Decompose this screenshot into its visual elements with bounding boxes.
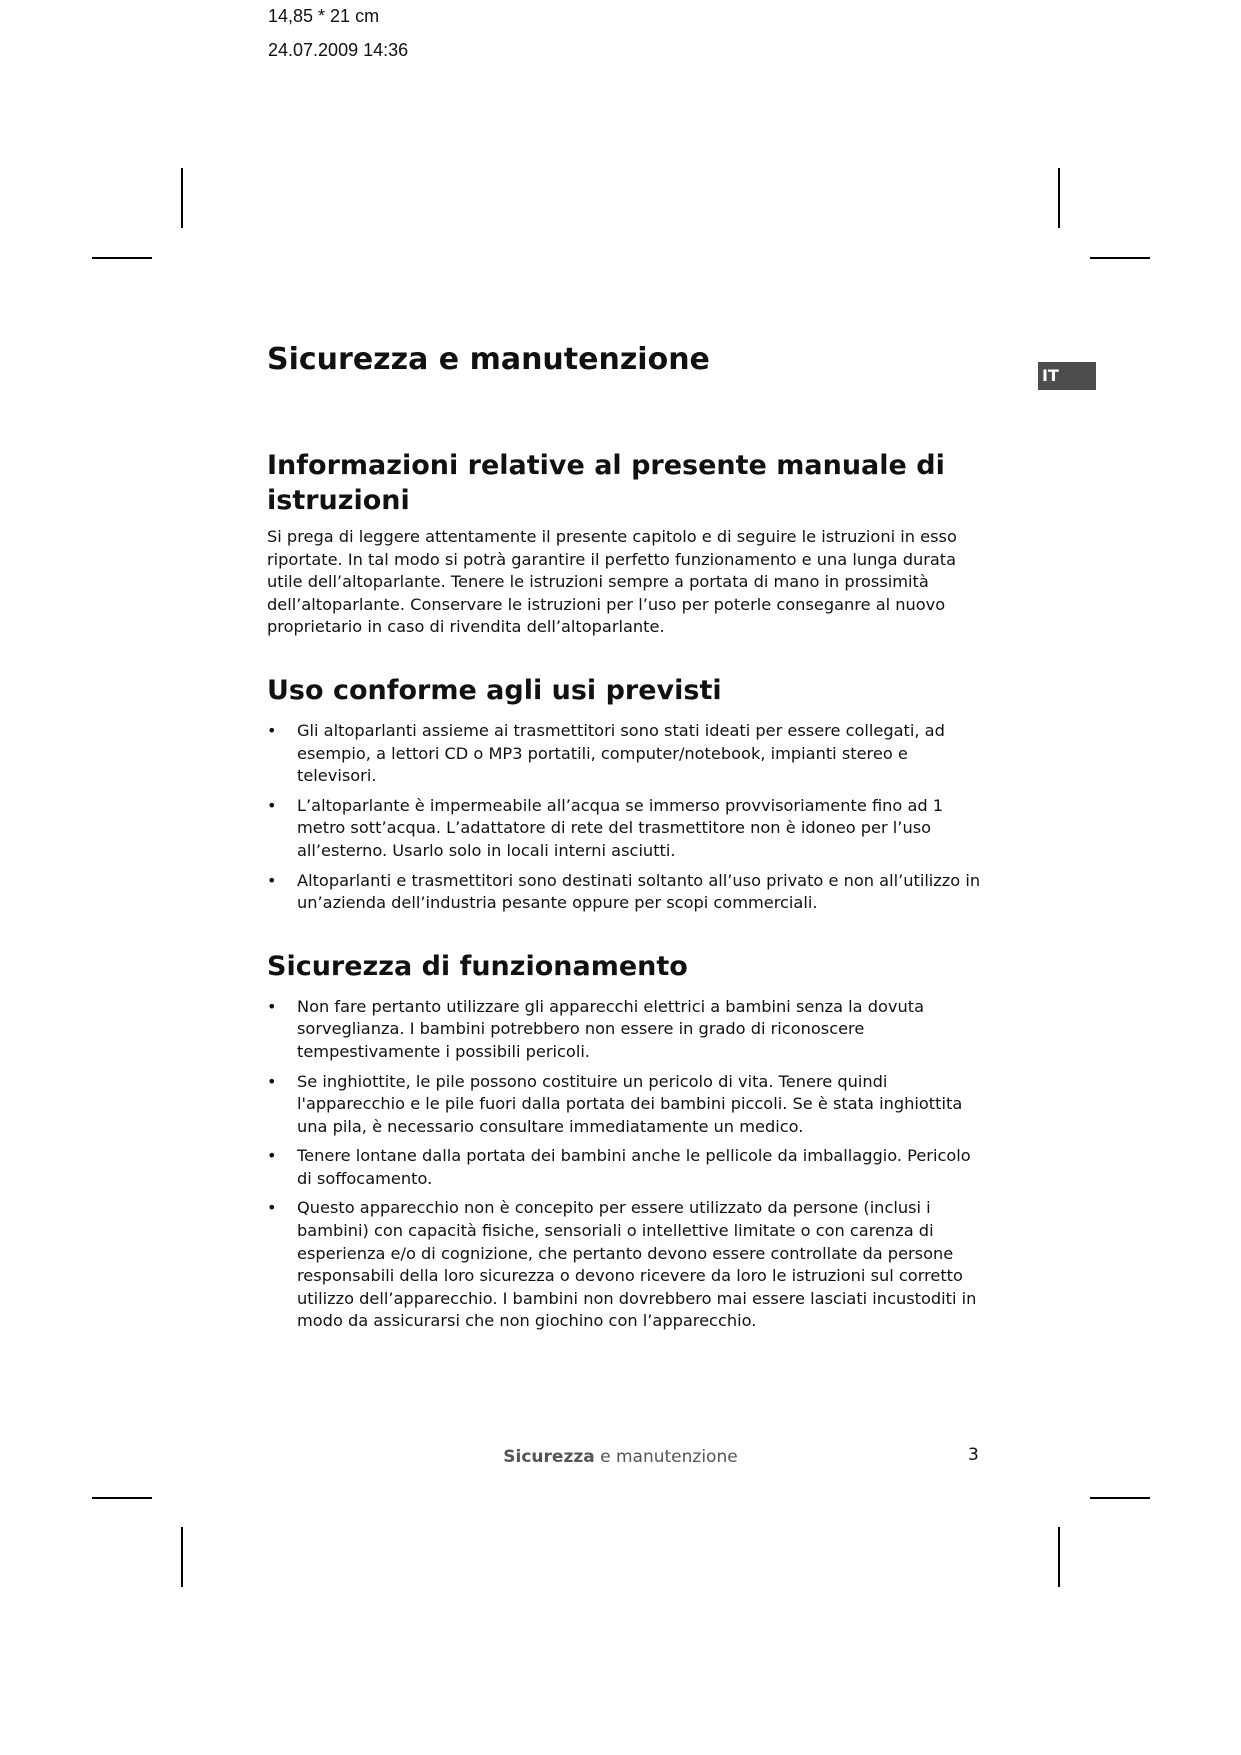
list-item xyxy=(267,1071,987,1139)
crop-mark-top-left-horizontal xyxy=(92,257,152,259)
crop-mark-top-right-vertical xyxy=(1058,168,1060,228)
list-item xyxy=(267,1145,987,1190)
list-item-text: Se inghiottite, le pile possono costituire un pericolo di vita. Tenere quindi l'apparecchio e le pile fuori dalla portata dei bambini piccoli. Se è stata inghiottita una pila, è necessario consultare immediatamente un medico. xyxy=(297,1071,963,1136)
crop-mark-bottom-right-horizontal xyxy=(1090,1497,1150,1499)
page-number: 3 xyxy=(968,1445,979,1465)
bullet-icon: • xyxy=(267,870,277,890)
crop-mark-bottom-left-vertical xyxy=(181,1527,183,1587)
list-item xyxy=(267,720,987,788)
bullet-icon: • xyxy=(267,720,277,740)
print-size-label: 14,85 * 21 cm xyxy=(268,6,380,26)
section-heading-uso: Uso conforme agli usi previsti xyxy=(267,674,722,706)
sicurezza-bullet-list xyxy=(267,996,987,1333)
language-tab: IT xyxy=(1038,362,1096,390)
list-item xyxy=(267,996,987,1064)
bullet-icon: • xyxy=(267,1198,277,1218)
footer-title-strong: Sicurezza xyxy=(503,1447,595,1467)
bullet-icon: • xyxy=(267,795,277,815)
crop-mark-bottom-left-horizontal xyxy=(92,1497,152,1499)
footer-title-rest: e manutenzione xyxy=(594,1447,738,1467)
list-item xyxy=(267,870,987,915)
print-datetime-label: 24.07.2009 14:36 xyxy=(268,40,409,60)
list-item-text: Non fare pertanto utilizzare gli apparecchi elettrici a bambini senza la dovuta sorveglianza. I bambini potrebbero non essere in grado di riconoscere tempestivamente i possibili pericoli. xyxy=(297,996,925,1061)
list-item-text: L’altoparlante è impermeabile all’acqua se immerso provvisoriamente fino ad 1 metro sott’acqua. L’adattatore di rete del trasmettitore non è idoneo per l’uso all’esterno. Usarlo solo in locali interni asciutti. xyxy=(297,795,944,860)
page-footer xyxy=(0,1447,1241,1467)
page-content xyxy=(267,342,987,1340)
bullet-icon: • xyxy=(267,1071,277,1091)
page-title: Sicurezza e manutenzione xyxy=(267,342,710,377)
list-item-text: Gli altoparlanti assieme ai trasmettitori sono stati ideati per essere collegati, ad esempio, a lettori CD o MP3 portatili, computer/notebook, impianti stereo e televisori. xyxy=(297,720,945,786)
list-item xyxy=(267,795,987,863)
crop-mark-top-right-horizontal xyxy=(1090,257,1150,259)
list-item-text: Tenere lontane dalla portata dei bambini anche le pellicole da imballaggio. Pericolo di soffocamento. xyxy=(297,1146,971,1188)
section-heading-info: Informazioni relative al presente manuale di istruzioni xyxy=(267,450,945,516)
list-item-text: Altoparlanti e trasmettitori sono destinati soltanto all’uso privato e non all’utilizzo in un’azienda dell’industria pesante oppure per scopi commerciali. xyxy=(297,870,981,913)
section-info-paragraph: Si prega di leggere attentamente il presente capitolo e di seguire le istruzioni in esso riportate. In tal modo si potrà garantire il perfetto funzionamento e una lunga durata utile dell’altoparlante. Tenere le istruzioni sempre a portata di mano in prossimità dell’altoparlante. Conservare le istruzioni per l’uso per poterle conseganre al nuovo proprietario in caso di rivendita dell’altoparlante. xyxy=(267,527,957,637)
section-heading-sicurezza: Sicurezza di funzionamento xyxy=(267,950,688,982)
list-item xyxy=(267,1197,987,1333)
bullet-icon: • xyxy=(267,996,277,1016)
list-item-text: Questo apparecchio non è concepito per essere utilizzato da persone (inclusi i bambini) con capacità fisiche, sensoriali o intellettive limitate o con carenza di esperienza e/o di cognizione, che pertanto devono essere controllate da persone responsabili della loro sicurezza o devono ricevere da loro le istruzioni sul corretto utilizzo dell’apparecchio. I bambini non dovrebbero mai essere lasciati incustoditi in modo da assicurarsi che non giochino con l’apparecchio. xyxy=(297,1198,977,1331)
bullet-icon: • xyxy=(267,1146,277,1166)
crop-mark-top-left-vertical xyxy=(181,168,183,228)
uso-bullet-list xyxy=(267,720,987,915)
crop-mark-bottom-right-vertical xyxy=(1058,1527,1060,1587)
